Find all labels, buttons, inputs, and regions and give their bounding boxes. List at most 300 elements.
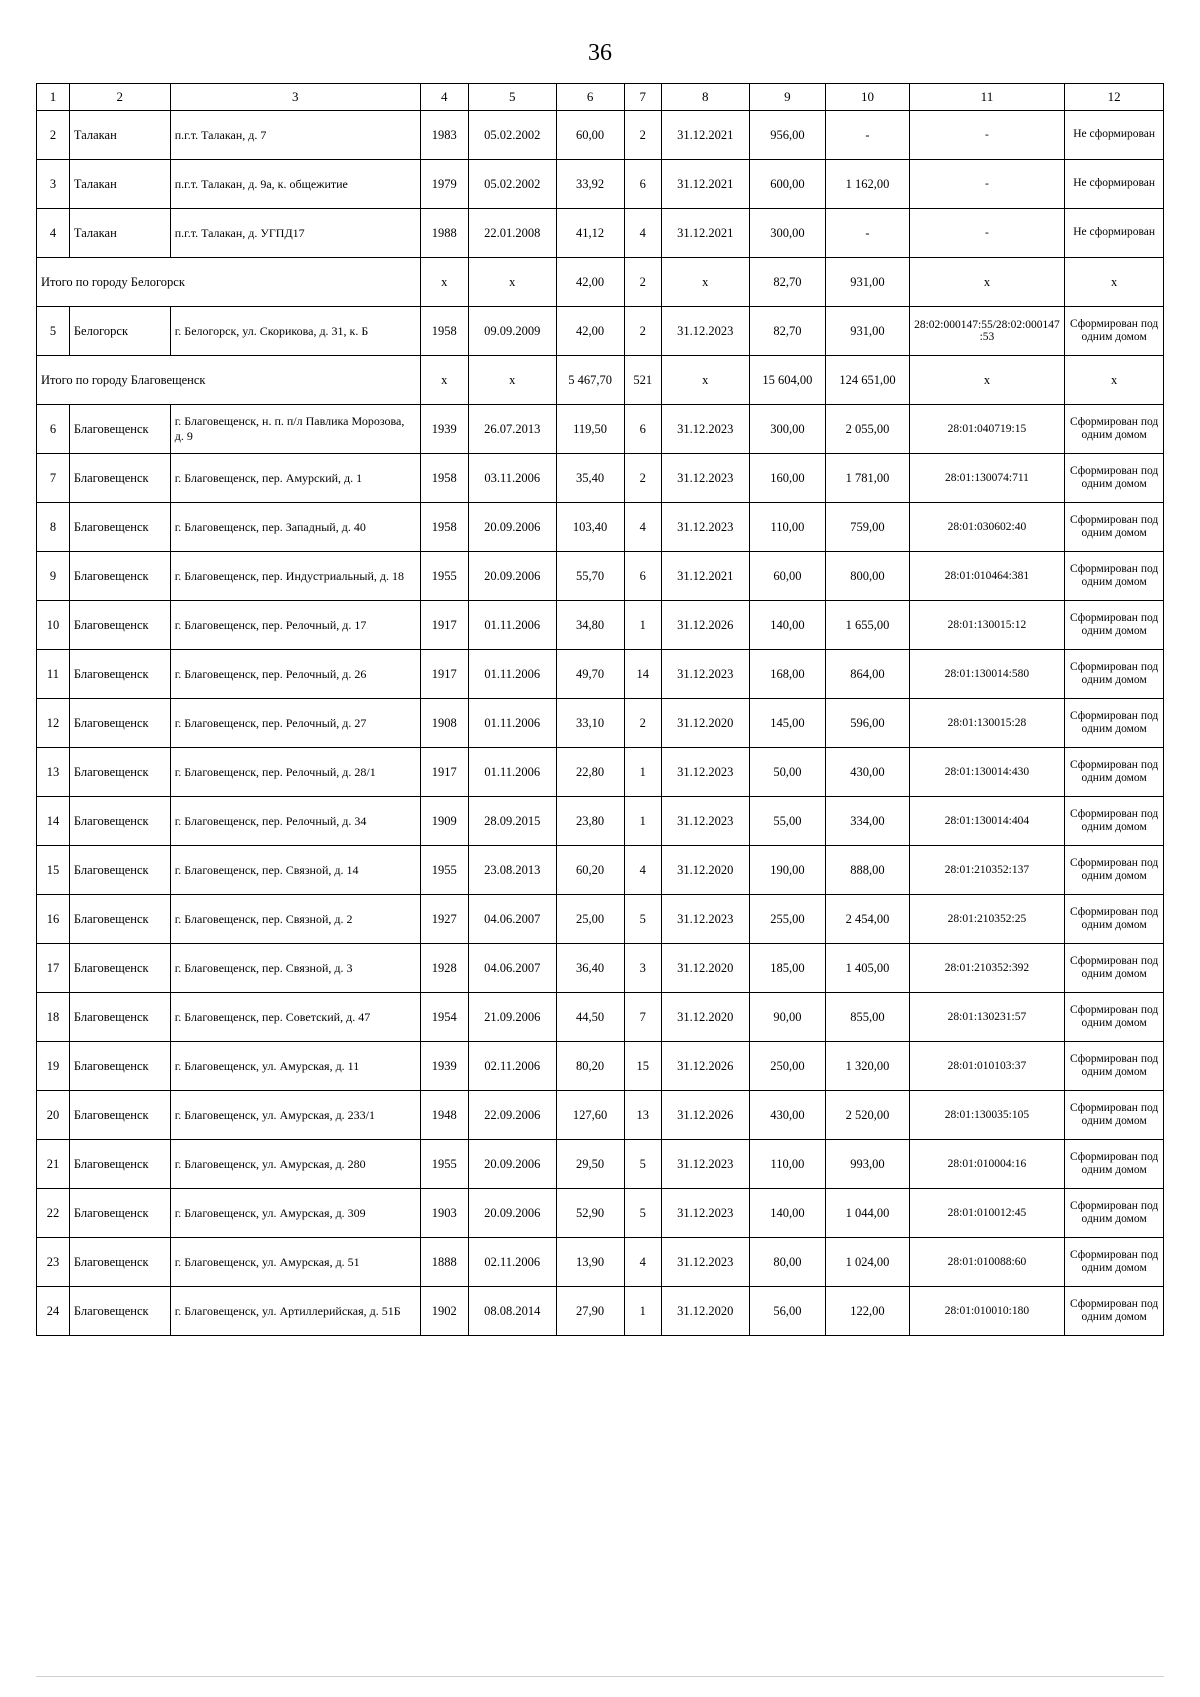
subtotal-land-status-cell: x (1065, 258, 1164, 307)
year-built-cell: 1888 (420, 1238, 468, 1287)
emergency-date-cell: 02.11.2006 (468, 1042, 556, 1091)
settlement-cell: Благовещенск (69, 895, 170, 944)
address-cell: г. Благовещенск, пер. Релочный, д. 17 (170, 601, 420, 650)
row-number: 12 (37, 699, 70, 748)
area-cell: 103,40 (556, 503, 624, 552)
deadline-cell: 31.12.2023 (661, 1140, 749, 1189)
year-built-cell: 1903 (420, 1189, 468, 1238)
land-area-cell: 956,00 (749, 111, 826, 160)
land-area-cell: 90,00 (749, 993, 826, 1042)
emergency-date-cell: 01.11.2006 (468, 650, 556, 699)
land-status-cell: Сформирован под одним домом (1065, 797, 1164, 846)
land-status-cell: Сформирован под одним домом (1065, 1238, 1164, 1287)
land-status-cell: Сформирован под одним домом (1065, 503, 1164, 552)
deadline-cell: 31.12.2023 (661, 1189, 749, 1238)
cost-cell: 1 781,00 (826, 454, 909, 503)
area-cell: 22,80 (556, 748, 624, 797)
row-number: 20 (37, 1091, 70, 1140)
address-cell: г. Благовещенск, н. п. п/л Павлика Морозова, д. 9 (170, 405, 420, 454)
area-cell: 23,80 (556, 797, 624, 846)
land-status-cell: Сформирован под одним домом (1065, 1287, 1164, 1336)
land-status-cell: Сформирован под одним домом (1065, 601, 1164, 650)
deadline-cell: 31.12.2023 (661, 650, 749, 699)
table-row (37, 797, 1164, 846)
table-row (37, 405, 1164, 454)
residents-cell: 4 (624, 1238, 661, 1287)
settlement-cell: Благовещенск (69, 503, 170, 552)
row-number: 3 (37, 160, 70, 209)
cost-cell: 122,00 (826, 1287, 909, 1336)
table-row (37, 601, 1164, 650)
subtotal-area-cell: 42,00 (556, 258, 624, 307)
address-cell: г. Благовещенск, пер. Советский, д. 47 (170, 993, 420, 1042)
land-status-cell: Сформирован под одним домом (1065, 993, 1164, 1042)
column-header-6: 6 (556, 84, 624, 111)
table-row (37, 650, 1164, 699)
emergency-date-cell: 22.01.2008 (468, 209, 556, 258)
land-status-cell: Сформирован под одним домом (1065, 552, 1164, 601)
deadline-cell: 31.12.2020 (661, 846, 749, 895)
settlement-cell: Благовещенск (69, 846, 170, 895)
year-built-cell: 1958 (420, 454, 468, 503)
land-area-cell: 50,00 (749, 748, 826, 797)
residents-cell: 5 (624, 895, 661, 944)
area-cell: 13,90 (556, 1238, 624, 1287)
land-status-cell: Сформирован под одним домом (1065, 1140, 1164, 1189)
area-cell: 33,92 (556, 160, 624, 209)
table-row (37, 993, 1164, 1042)
area-cell: 55,70 (556, 552, 624, 601)
footer-rule (36, 1676, 1164, 1677)
deadline-cell: 31.12.2021 (661, 209, 749, 258)
column-header-7: 7 (624, 84, 661, 111)
table-row (37, 748, 1164, 797)
subtotal-cadastral-number-cell: x (909, 356, 1065, 405)
deadline-cell: 31.12.2021 (661, 552, 749, 601)
row-number: 17 (37, 944, 70, 993)
year-built-cell: 1948 (420, 1091, 468, 1140)
cadastral-number-cell: - (909, 209, 1065, 258)
emergency-date-cell: 05.02.2002 (468, 160, 556, 209)
area-cell: 119,50 (556, 405, 624, 454)
cadastral-number-cell: 28:01:130074:711 (909, 454, 1065, 503)
emergency-date-cell: 01.11.2006 (468, 699, 556, 748)
table-row (37, 846, 1164, 895)
row-number: 2 (37, 111, 70, 160)
land-status-cell: Сформирован под одним домом (1065, 405, 1164, 454)
row-number: 9 (37, 552, 70, 601)
emergency-date-cell: 03.11.2006 (468, 454, 556, 503)
land-area-cell: 160,00 (749, 454, 826, 503)
row-number: 7 (37, 454, 70, 503)
row-number: 10 (37, 601, 70, 650)
land-area-cell: 300,00 (749, 405, 826, 454)
land-area-cell: 168,00 (749, 650, 826, 699)
subtotal-emergency-date-cell: x (468, 258, 556, 307)
land-area-cell: 56,00 (749, 1287, 826, 1336)
emergency-date-cell: 05.02.2002 (468, 111, 556, 160)
cost-cell: 1 162,00 (826, 160, 909, 209)
residents-cell: 14 (624, 650, 661, 699)
cadastral-number-cell: 28:01:010464:381 (909, 552, 1065, 601)
cost-cell: 2 454,00 (826, 895, 909, 944)
cost-cell: 855,00 (826, 993, 909, 1042)
land-status-cell: Сформирован под одним домом (1065, 454, 1164, 503)
settlement-cell: Талакан (69, 111, 170, 160)
area-cell: 33,10 (556, 699, 624, 748)
land-status-cell: Сформирован под одним домом (1065, 1042, 1164, 1091)
row-number: 5 (37, 307, 70, 356)
land-area-cell: 140,00 (749, 1189, 826, 1238)
year-built-cell: 1909 (420, 797, 468, 846)
settlement-cell: Благовещенск (69, 454, 170, 503)
land-area-cell: 255,00 (749, 895, 826, 944)
subtotal-land-area-cell: 82,70 (749, 258, 826, 307)
emergency-date-cell: 22.09.2006 (468, 1091, 556, 1140)
cadastral-number-cell: 28:01:130231:57 (909, 993, 1065, 1042)
cost-cell: 1 044,00 (826, 1189, 909, 1238)
cost-cell: 1 405,00 (826, 944, 909, 993)
settlement-cell: Благовещенск (69, 1287, 170, 1336)
table-row (37, 503, 1164, 552)
area-cell: 34,80 (556, 601, 624, 650)
settlement-cell: Благовещенск (69, 1091, 170, 1140)
subtotal-row (37, 258, 1164, 307)
emergency-date-cell: 09.09.2009 (468, 307, 556, 356)
address-cell: г. Благовещенск, пер. Релочный, д. 27 (170, 699, 420, 748)
emergency-date-cell: 20.09.2006 (468, 1189, 556, 1238)
table-row (37, 209, 1164, 258)
emergency-date-cell: 28.09.2015 (468, 797, 556, 846)
land-area-cell: 55,00 (749, 797, 826, 846)
residents-cell: 3 (624, 944, 661, 993)
row-number: 19 (37, 1042, 70, 1091)
cadastral-number-cell: 28:01:130035:105 (909, 1091, 1065, 1140)
residents-cell: 2 (624, 699, 661, 748)
year-built-cell: 1917 (420, 748, 468, 797)
area-cell: 60,00 (556, 111, 624, 160)
cadastral-number-cell: 28:02:000147:55/28:02:000147:53 (909, 307, 1065, 356)
row-number: 11 (37, 650, 70, 699)
subtotal-residents-cell: 521 (624, 356, 661, 405)
settlement-cell: Благовещенск (69, 1042, 170, 1091)
cadastral-number-cell: 28:01:130014:404 (909, 797, 1065, 846)
page-number: 36 (588, 40, 612, 66)
settlement-cell: Благовещенск (69, 552, 170, 601)
address-cell: п.г.т. Талакан, д. 9а, к. общежитие (170, 160, 420, 209)
address-cell: г. Благовещенск, пер. Связной, д. 3 (170, 944, 420, 993)
address-cell: г. Благовещенск, пер. Релочный, д. 28/1 (170, 748, 420, 797)
deadline-cell: 31.12.2023 (661, 748, 749, 797)
cadastral-number-cell: - (909, 111, 1065, 160)
subtotal-cadastral-number-cell: x (909, 258, 1065, 307)
land-area-cell: 80,00 (749, 1238, 826, 1287)
residents-cell: 6 (624, 160, 661, 209)
settlement-cell: Белогорск (69, 307, 170, 356)
year-built-cell: 1955 (420, 1140, 468, 1189)
land-area-cell: 190,00 (749, 846, 826, 895)
land-status-cell: Не сформирован (1065, 160, 1164, 209)
table-row (37, 1238, 1164, 1287)
emergency-date-cell: 01.11.2006 (468, 601, 556, 650)
emergency-date-cell: 04.06.2007 (468, 895, 556, 944)
area-cell: 80,20 (556, 1042, 624, 1091)
year-built-cell: 1927 (420, 895, 468, 944)
land-area-cell: 250,00 (749, 1042, 826, 1091)
cost-cell: 2 055,00 (826, 405, 909, 454)
emergency-date-cell: 26.07.2013 (468, 405, 556, 454)
deadline-cell: 31.12.2023 (661, 454, 749, 503)
cadastral-number-cell: 28:01:010012:45 (909, 1189, 1065, 1238)
column-header-3: 3 (170, 84, 420, 111)
table-row (37, 699, 1164, 748)
table-row (37, 1091, 1164, 1140)
table-row (37, 1042, 1164, 1091)
table-row (37, 307, 1164, 356)
address-cell: г. Благовещенск, пер. Связной, д. 14 (170, 846, 420, 895)
column-header-2: 2 (69, 84, 170, 111)
row-number: 21 (37, 1140, 70, 1189)
subtotal-deadline-cell: x (661, 356, 749, 405)
area-cell: 27,90 (556, 1287, 624, 1336)
table-row (37, 454, 1164, 503)
settlement-cell: Благовещенск (69, 405, 170, 454)
table-row (37, 160, 1164, 209)
row-number: 15 (37, 846, 70, 895)
year-built-cell: 1908 (420, 699, 468, 748)
table-row (37, 895, 1164, 944)
cost-cell: 931,00 (826, 307, 909, 356)
land-area-cell: 60,00 (749, 552, 826, 601)
deadline-cell: 31.12.2026 (661, 1042, 749, 1091)
address-cell: г. Благовещенск, пер. Западный, д. 40 (170, 503, 420, 552)
year-built-cell: 1939 (420, 405, 468, 454)
column-header-10: 10 (826, 84, 909, 111)
area-cell: 42,00 (556, 307, 624, 356)
residents-cell: 1 (624, 748, 661, 797)
cadastral-number-cell: 28:01:010103:37 (909, 1042, 1065, 1091)
year-built-cell: 1917 (420, 601, 468, 650)
address-cell: п.г.т. Талакан, д. 7 (170, 111, 420, 160)
settlement-cell: Благовещенск (69, 699, 170, 748)
year-built-cell: 1902 (420, 1287, 468, 1336)
area-cell: 52,90 (556, 1189, 624, 1238)
cost-cell: 2 520,00 (826, 1091, 909, 1140)
column-header-8: 8 (661, 84, 749, 111)
cost-cell: 334,00 (826, 797, 909, 846)
cost-cell: 759,00 (826, 503, 909, 552)
deadline-cell: 31.12.2023 (661, 895, 749, 944)
emergency-date-cell: 20.09.2006 (468, 503, 556, 552)
area-cell: 41,12 (556, 209, 624, 258)
subtotal-label: Итого по городу Белогорск (37, 258, 421, 307)
cadastral-number-cell: 28:01:010004:16 (909, 1140, 1065, 1189)
residents-cell: 4 (624, 503, 661, 552)
address-cell: г. Благовещенск, пер. Релочный, д. 26 (170, 650, 420, 699)
settlement-cell: Благовещенск (69, 748, 170, 797)
deadline-cell: 31.12.2021 (661, 160, 749, 209)
land-area-cell: 430,00 (749, 1091, 826, 1140)
address-cell: г. Благовещенск, пер. Связной, д. 2 (170, 895, 420, 944)
cost-cell: - (826, 209, 909, 258)
row-number: 6 (37, 405, 70, 454)
row-number: 16 (37, 895, 70, 944)
land-status-cell: Сформирован под одним домом (1065, 748, 1164, 797)
residents-cell: 5 (624, 1140, 661, 1189)
residents-cell: 1 (624, 797, 661, 846)
deadline-cell: 31.12.2020 (661, 699, 749, 748)
cadastral-number-cell: 28:01:010088:60 (909, 1238, 1065, 1287)
land-area-cell: 110,00 (749, 503, 826, 552)
deadline-cell: 31.12.2023 (661, 307, 749, 356)
settlement-cell: Благовещенск (69, 601, 170, 650)
subtotal-year-built-cell: x (420, 258, 468, 307)
land-status-cell: Сформирован под одним домом (1065, 307, 1164, 356)
address-cell: г. Благовещенск, ул. Артиллерийская, д. 51Б (170, 1287, 420, 1336)
row-number: 13 (37, 748, 70, 797)
cadastral-number-cell: 28:01:130015:28 (909, 699, 1065, 748)
land-area-cell: 140,00 (749, 601, 826, 650)
column-header-4: 4 (420, 84, 468, 111)
row-number: 8 (37, 503, 70, 552)
area-cell: 29,50 (556, 1140, 624, 1189)
cost-cell: 1 024,00 (826, 1238, 909, 1287)
cost-cell: 1 655,00 (826, 601, 909, 650)
cadastral-number-cell: 28:01:210352:137 (909, 846, 1065, 895)
year-built-cell: 1955 (420, 846, 468, 895)
land-status-cell: Не сформирован (1065, 111, 1164, 160)
address-cell: г. Благовещенск, ул. Амурская, д. 11 (170, 1042, 420, 1091)
settlement-cell: Благовещенск (69, 993, 170, 1042)
row-number: 23 (37, 1238, 70, 1287)
land-area-cell: 600,00 (749, 160, 826, 209)
row-number: 18 (37, 993, 70, 1042)
row-number: 24 (37, 1287, 70, 1336)
cadastral-number-cell: 28:01:030602:40 (909, 503, 1065, 552)
address-cell: п.г.т. Талакан, д. УГПД17 (170, 209, 420, 258)
emergency-date-cell: 21.09.2006 (468, 993, 556, 1042)
year-built-cell: 1917 (420, 650, 468, 699)
cadastral-number-cell: 28:01:210352:25 (909, 895, 1065, 944)
row-number: 22 (37, 1189, 70, 1238)
row-number: 4 (37, 209, 70, 258)
address-cell: г. Благовещенск, ул. Амурская, д. 51 (170, 1238, 420, 1287)
emergency-date-cell: 08.08.2014 (468, 1287, 556, 1336)
emergency-date-cell: 04.06.2007 (468, 944, 556, 993)
column-header-12: 12 (1065, 84, 1164, 111)
cost-cell: 430,00 (826, 748, 909, 797)
address-cell: г. Благовещенск, ул. Амурская, д. 233/1 (170, 1091, 420, 1140)
residents-cell: 1 (624, 601, 661, 650)
deadline-cell: 31.12.2020 (661, 1287, 749, 1336)
cost-cell: - (826, 111, 909, 160)
address-cell: г. Благовещенск, ул. Амурская, д. 309 (170, 1189, 420, 1238)
cost-cell: 864,00 (826, 650, 909, 699)
subtotal-deadline-cell: x (661, 258, 749, 307)
year-built-cell: 1988 (420, 209, 468, 258)
land-status-cell: Сформирован под одним домом (1065, 699, 1164, 748)
address-cell: г. Благовещенск, пер. Индустриальный, д. 18 (170, 552, 420, 601)
year-built-cell: 1939 (420, 1042, 468, 1091)
cadastral-number-cell: 28:01:130014:580 (909, 650, 1065, 699)
year-built-cell: 1958 (420, 503, 468, 552)
residents-cell: 2 (624, 307, 661, 356)
column-header-1: 1 (37, 84, 70, 111)
land-status-cell: Сформирован под одним домом (1065, 944, 1164, 993)
settlement-cell: Талакан (69, 160, 170, 209)
subtotal-residents-cell: 2 (624, 258, 661, 307)
land-status-cell: Сформирован под одним домом (1065, 895, 1164, 944)
year-built-cell: 1979 (420, 160, 468, 209)
settlement-cell: Благовещенск (69, 797, 170, 846)
land-status-cell: Не сформирован (1065, 209, 1164, 258)
cadastral-number-cell: - (909, 160, 1065, 209)
area-cell: 49,70 (556, 650, 624, 699)
land-area-cell: 185,00 (749, 944, 826, 993)
residents-cell: 6 (624, 405, 661, 454)
settlement-cell: Благовещенск (69, 1140, 170, 1189)
deadline-cell: 31.12.2023 (661, 797, 749, 846)
emergency-date-cell: 20.09.2006 (468, 552, 556, 601)
column-header-11: 11 (909, 84, 1065, 111)
table-row (37, 552, 1164, 601)
cost-cell: 596,00 (826, 699, 909, 748)
deadline-cell: 31.12.2021 (661, 111, 749, 160)
deadline-cell: 31.12.2023 (661, 405, 749, 454)
deadline-cell: 31.12.2023 (661, 1238, 749, 1287)
emergency-date-cell: 20.09.2006 (468, 1140, 556, 1189)
land-area-cell: 82,70 (749, 307, 826, 356)
year-built-cell: 1983 (420, 111, 468, 160)
deadline-cell: 31.12.2020 (661, 944, 749, 993)
address-cell: г. Благовещенск, ул. Амурская, д. 280 (170, 1140, 420, 1189)
subtotal-year-built-cell: x (420, 356, 468, 405)
housing-registry-table (36, 83, 1164, 1336)
address-cell: г. Белогорск, ул. Скорикова, д. 31, к. Б (170, 307, 420, 356)
address-cell: г. Благовещенск, пер. Амурский, д. 1 (170, 454, 420, 503)
table-row (37, 944, 1164, 993)
subtotal-cost-cell: 931,00 (826, 258, 909, 307)
residents-cell: 6 (624, 552, 661, 601)
cadastral-number-cell: 28:01:210352:392 (909, 944, 1065, 993)
deadline-cell: 31.12.2020 (661, 993, 749, 1042)
land-status-cell: Сформирован под одним домом (1065, 650, 1164, 699)
land-area-cell: 110,00 (749, 1140, 826, 1189)
deadline-cell: 31.12.2026 (661, 601, 749, 650)
land-status-cell: Сформирован под одним домом (1065, 1189, 1164, 1238)
emergency-date-cell: 01.11.2006 (468, 748, 556, 797)
subtotal-emergency-date-cell: x (468, 356, 556, 405)
cadastral-number-cell: 28:01:130014:430 (909, 748, 1065, 797)
area-cell: 25,00 (556, 895, 624, 944)
settlement-cell: Благовещенск (69, 1238, 170, 1287)
residents-cell: 4 (624, 846, 661, 895)
area-cell: 35,40 (556, 454, 624, 503)
residents-cell: 1 (624, 1287, 661, 1336)
table-row (37, 1189, 1164, 1238)
area-cell: 60,20 (556, 846, 624, 895)
subtotal-cost-cell: 124 651,00 (826, 356, 909, 405)
column-number-header-row (37, 84, 1164, 111)
settlement-cell: Благовещенск (69, 1189, 170, 1238)
cost-cell: 1 320,00 (826, 1042, 909, 1091)
table-row (37, 1140, 1164, 1189)
area-cell: 44,50 (556, 993, 624, 1042)
deadline-cell: 31.12.2026 (661, 1091, 749, 1140)
subtotal-label: Итого по городу Благовещенск (37, 356, 421, 405)
cadastral-number-cell: 28:01:040719:15 (909, 405, 1065, 454)
address-cell: г. Благовещенск, пер. Релочный, д. 34 (170, 797, 420, 846)
